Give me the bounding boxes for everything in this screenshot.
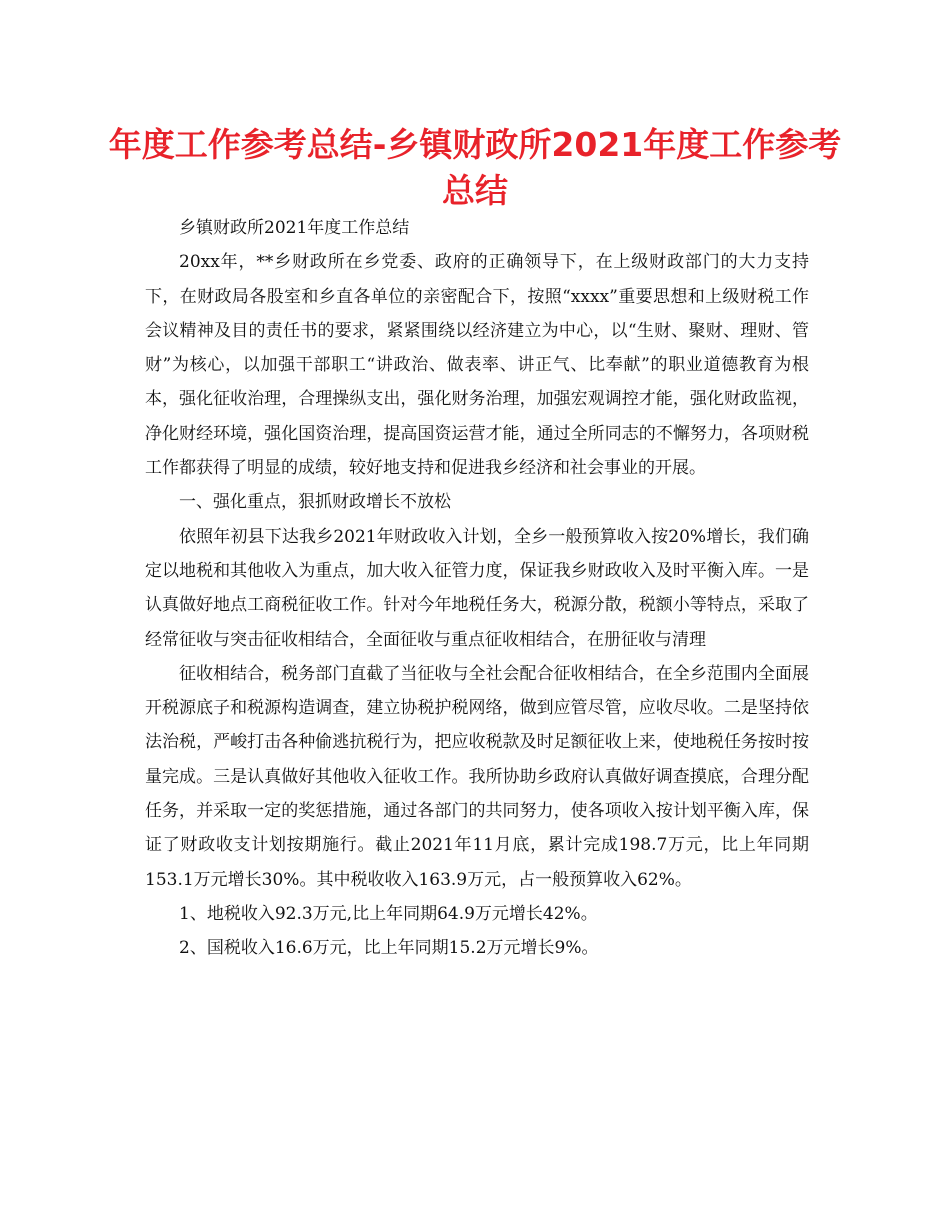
paragraph-subtitle: 乡镇财政所2021年度工作总结 — [179, 218, 410, 238]
document-body — [145, 211, 809, 966]
list-item-national-tax: 2、国税收入16.6万元，比上年同期15.2万元增长9%。 — [179, 938, 599, 959]
section-heading-1: 一、强化重点，狠抓财政增长不放松 — [179, 492, 451, 513]
paragraph-revenue-collection: 征收相结合，税务部门直截了当征收与全社会配合征收相结合，在全乡范围内全面展开税源底子和税源构造调查，建立协税护税网络，做到应管尽管，应收尽收。二是坚持依法治税，严峻打击各种偷逃抗税行为，把应收税款及时足额征收上来，使地税任务按时按量完成。三是认真做好其他收入征收工作。我所协助乡政府认真做好调查摸底，合理分配任务，并采取一定的奖惩措施，通过各部门的共同努力，使各项收入按计划平衡入库，保证了财政收支计划按期施行。截止2021年11月底，累计完成198.7万元，比上年同期153.1万元增长30%。其中税收收入163.9万元，占一般预算收入62%。 — [145, 663, 809, 890]
list-item-local-tax: 1、地税收入92.3万元,比上年同期64.9万元增长42%。 — [179, 903, 598, 924]
paragraph-intro: 20xx年，**乡财政所在乡党委、政府的正确领导下，在上级财政部门的大力支持下，在财政局各股室和乡直各单位的亲密配合下，按照“xxxx”重要思想和上级财税工作会议精神及目的责任书的要求，紧紧围绕以经济建立为中心，以“生财、聚财、理财、管财”为核心，以加强干部职工“讲政治、做表率、讲正气、比奉献”的职业道德教育为根本，强化征收治理，合理操纵支出，强化财务治理，加强宏观调控才能，强化财政监视，净化财经环境，强化国资治理，提高国资运营才能，通过全所同志的不懈努力，各项财税工作都获得了明显的成绩，较好地支持和促进我乡经济和社会事业的开展。 — [145, 252, 809, 479]
document-title: 年度工作参考总结-乡镇财政所2021年度工作参考总结 — [108, 125, 842, 210]
paragraph-revenue-plan: 依照年初县下达我乡2021年财政收入计划，全乡一般预算收入按20%增长，我们确定以地税和其他收入为重点，加大收入征管力度，保证我乡财政收入及时平衡入库。一是认真做好地点工商税征收工作。针对今年地税任务大，税源分散，税额小等特点，采取了经常征收与突击征收相结合，全面征收与重点征收相结合，在册征收与清理 — [145, 526, 809, 650]
